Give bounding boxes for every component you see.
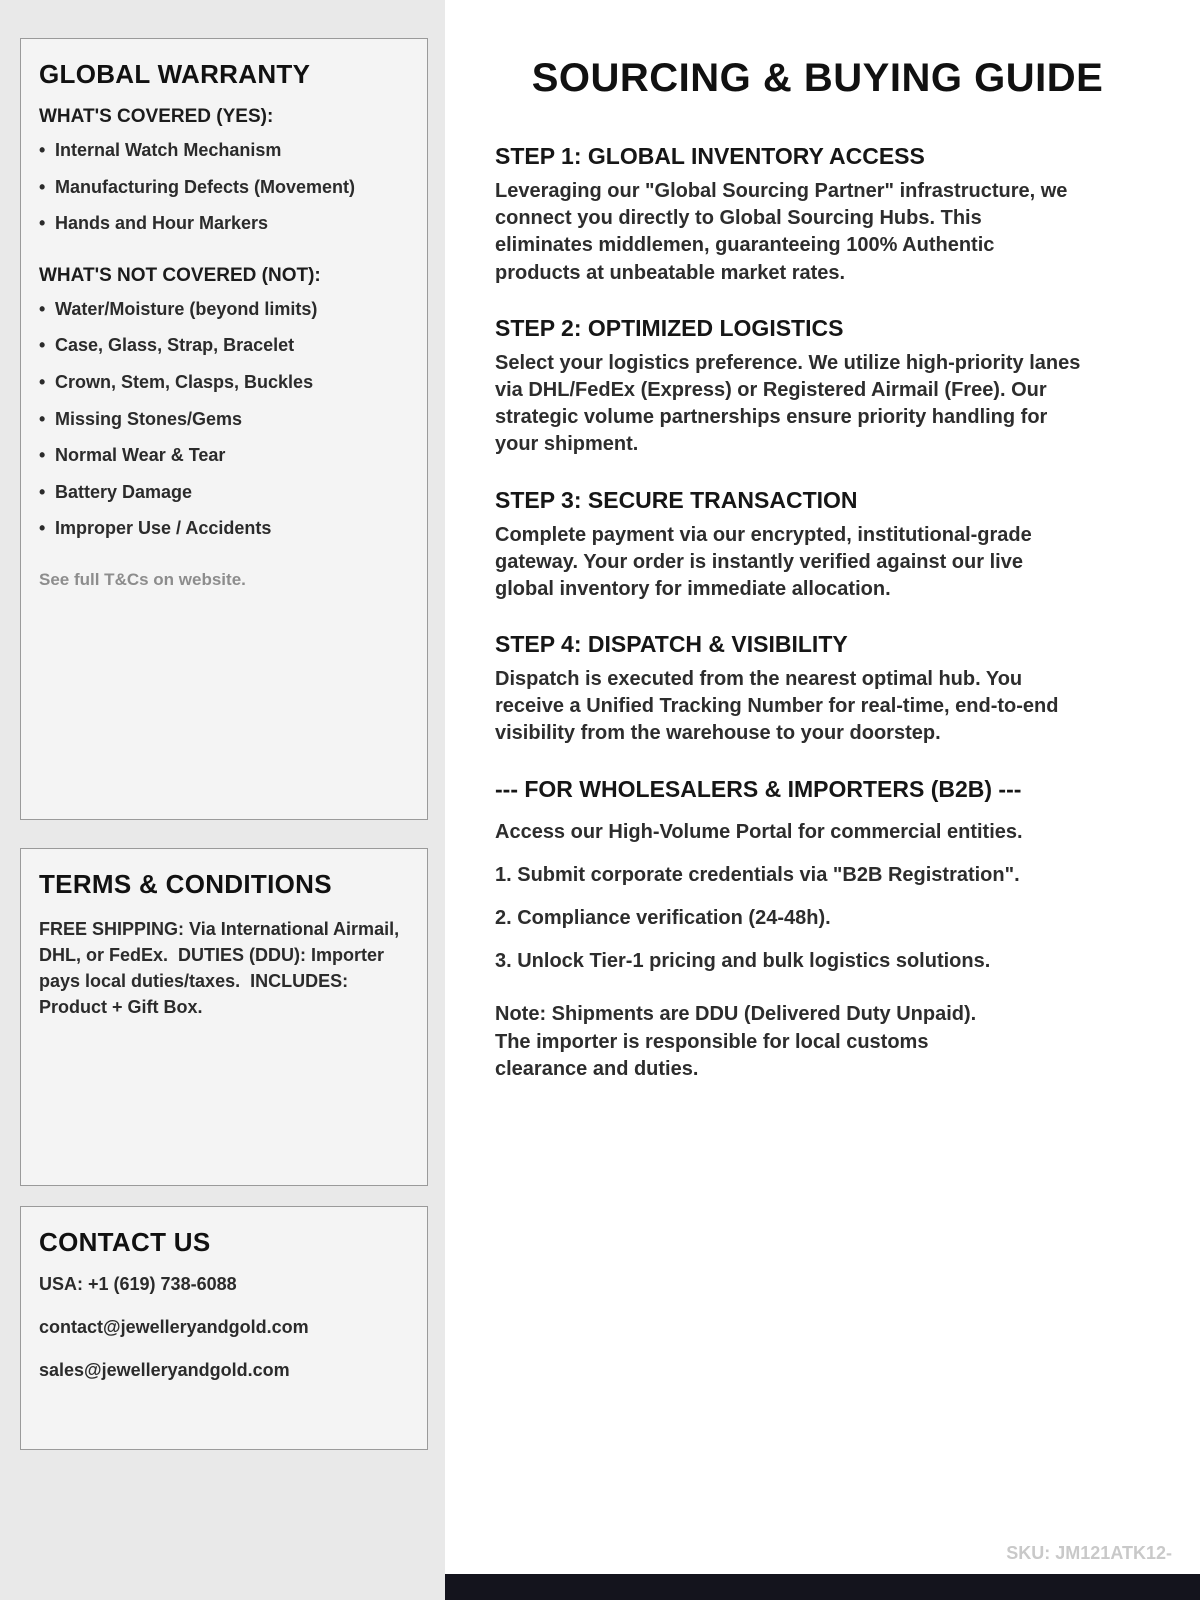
list-item: • Normal Wear & Tear — [39, 445, 409, 467]
main-content — [445, 0, 1200, 1600]
b2b-item-3: 3. Unlock Tier-1 pricing and bulk logistics solutions. — [495, 950, 991, 973]
b2b-section — [495, 776, 1095, 1083]
b2b-item-1: 1. Submit corporate credentials via "B2B Registration". — [495, 863, 1020, 886]
not-covered-list — [39, 299, 409, 540]
contact-panel — [20, 1206, 428, 1450]
covered-list — [39, 140, 409, 235]
list-item: • Water/Moisture (beyond limits) — [39, 299, 409, 321]
sku-label: SKU: JM121ATK12- — [1006, 1543, 1172, 1563]
step-2-body: Select your logistics preference. We utilize high-priority lanes via DHL/FedEx (Express) or Registered Airmail (Free). Our strategic volume partnerships ensure priority handling for your shipment. — [495, 351, 1081, 456]
step-4-body: Dispatch is executed from the nearest optimal hub. You receive a Unified Tracking Number for real-time, end-to-end visibility from the warehouse to your doorstep. — [495, 668, 1059, 745]
terms-panel — [20, 848, 428, 1186]
sidebar — [0, 0, 445, 1600]
list-item: • Improper Use / Accidents — [39, 518, 409, 540]
list-item: • Battery Damage — [39, 482, 409, 504]
b2b-heading: --- FOR WHOLESALERS & IMPORTERS (B2B) --- — [495, 775, 1022, 802]
warranty-panel — [20, 38, 428, 820]
footer-bar — [445, 1574, 1200, 1600]
b2b-item-2: 2. Compliance verification (24-48h). — [495, 907, 831, 929]
covered-heading: WHAT'S COVERED (YES): — [39, 106, 274, 127]
contact-email-sales: sales@jewelleryandgold.com — [39, 1360, 290, 1380]
terms-title: TERMS & CONDITIONS — [39, 869, 332, 899]
b2b-intro: Access our High-Volume Portal for commercial entities. — [495, 820, 1023, 843]
list-item: • Crown, Stem, Clasps, Buckles — [39, 372, 409, 394]
contact-phone: USA: +1 (619) 738-6088 — [39, 1274, 237, 1294]
step-1-section — [495, 143, 1085, 287]
terms-body: FREE SHIPPING: Via International Airmail, DHL, or FedEx. DUTIES (DDU): Importer pays local duties/taxes. INCLUDES: Product + Gift Box. — [39, 919, 405, 1018]
step-1-heading: STEP 1: GLOBAL INVENTORY ACCESS — [495, 143, 925, 169]
step-3-body: Complete payment via our encrypted, institutional-grade gateway. Your order is instantly verified against our live global inventory for immediate allocation. — [495, 523, 1032, 600]
page-title: SOURCING & BUYING GUIDE — [531, 56, 1104, 100]
b2b-note: Note: Shipments are DDU (Delivered Duty Unpaid). The importer is responsible for local customs clearance and duties. — [495, 1003, 977, 1080]
step-2-heading: STEP 2: OPTIMIZED LOGISTICS — [495, 314, 844, 341]
step-3-heading: STEP 3: SECURE TRANSACTION — [495, 486, 858, 513]
step-1-body: Leveraging our "Global Sourcing Partner" infrastructure, we connect you directly to Global Sourcing Hubs. This eliminates middlemen, guaranteeing 100% Authentic products at unbeatable market rates. — [495, 180, 1068, 284]
warranty-footnote: See full T&Cs on website. — [39, 569, 246, 589]
list-item: • Hands and Hour Markers — [39, 213, 409, 235]
step-3-section — [495, 487, 1085, 604]
step-4-heading: STEP 4: DISPATCH & VISIBILITY — [495, 631, 848, 658]
not-covered-heading: WHAT'S NOT COVERED (NOT): — [39, 264, 321, 286]
list-item: • Manufacturing Defects (Movement) — [39, 177, 409, 199]
step-2-section — [495, 315, 1085, 459]
contact-title: CONTACT US — [39, 1227, 211, 1257]
list-item: • Missing Stones/Gems — [39, 409, 409, 431]
step-4-section — [495, 631, 1085, 748]
contact-email-primary: contact@jewelleryandgold.com — [39, 1317, 309, 1337]
list-item: • Case, Glass, Strap, Bracelet — [39, 335, 409, 357]
list-item: • Internal Watch Mechanism — [39, 140, 409, 162]
warranty-title: GLOBAL WARRANTY — [39, 59, 311, 89]
